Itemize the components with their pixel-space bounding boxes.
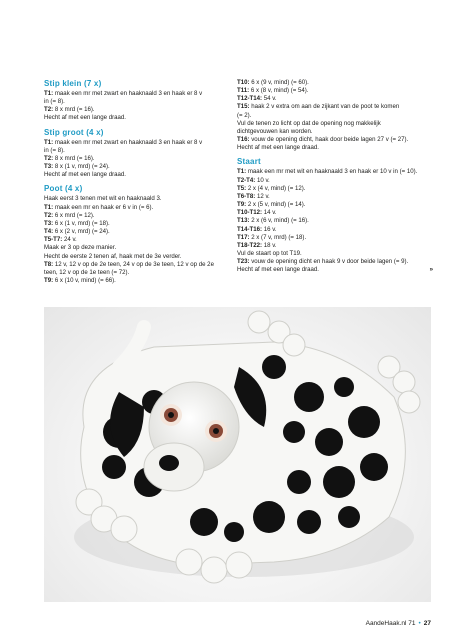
instruction-line <box>44 236 239 244</box>
page-footer <box>366 620 431 627</box>
row-label: T16: <box>237 136 250 144</box>
instruction-line <box>44 228 239 236</box>
row-label: T18-T22: <box>237 241 263 249</box>
instruction-line <box>237 144 433 152</box>
left-column <box>44 79 239 290</box>
row-label: T17: <box>237 233 250 241</box>
row-label: T3: <box>44 163 54 171</box>
row-text: 10 v. <box>255 176 270 184</box>
row-text: 14 v. <box>262 209 277 217</box>
section <box>44 79 239 123</box>
instruction-line <box>237 266 433 274</box>
row-text: 6 x (1 v, mrd) (= 18). <box>53 219 110 227</box>
row-text: 6 x mrd (= 12). <box>53 211 95 219</box>
row-label: T2: <box>44 211 54 219</box>
row-text: Haak eerst 3 tenen met wit en haaknaald 3. <box>44 195 162 203</box>
instruction-line <box>237 258 433 266</box>
row-text: 6 x (8 v, mind) (= 54). <box>249 87 309 95</box>
instruction-line <box>44 90 239 98</box>
row-text: 12 v. <box>255 192 270 200</box>
section <box>44 184 239 285</box>
row-text: 2 x (4 v, mind) (= 12). <box>246 184 306 192</box>
instruction-line <box>44 277 239 285</box>
toy-photo <box>44 307 431 602</box>
row-label: T3: <box>44 219 54 227</box>
row-text: in (= 8). <box>44 146 65 154</box>
section <box>44 128 239 180</box>
instruction-line <box>44 261 239 269</box>
footer-site: AandeHaak.nl 71 <box>365 620 416 627</box>
row-label: T14-T16: <box>237 225 263 233</box>
row-label: T10: <box>237 79 250 86</box>
instruction-line <box>44 155 239 163</box>
section-title: Stip klein (7 x) <box>44 79 102 88</box>
row-label: T11: <box>237 87 250 95</box>
instruction-line <box>237 177 433 185</box>
row-text: Hecht af met een lange draad. <box>237 144 319 152</box>
row-text: 8 x (1 v, mrd) (= 24). <box>53 163 110 171</box>
row-label: T4: <box>44 228 54 236</box>
row-text: 12 v, 12 v op de 2e teen, 24 v op de 3e teen, 12 v op de 2e <box>53 260 214 268</box>
row-text: in (= 8). <box>44 98 65 106</box>
row-label: T8: <box>44 260 54 268</box>
instruction-line <box>44 244 239 252</box>
row-text: 24 v. <box>62 236 77 244</box>
row-text: dichtgevouwen kan worden. <box>237 127 313 135</box>
row-text: Hecht de eerste 2 tenen af, haak met de 3e verder. <box>44 252 182 260</box>
instruction-line <box>44 147 239 155</box>
right-column <box>237 79 433 279</box>
instruction-line <box>237 136 433 144</box>
instruction-line <box>237 250 433 258</box>
row-label: T1: <box>44 203 54 211</box>
row-text: (= 2). <box>237 111 252 119</box>
row-label: T2: <box>44 106 54 114</box>
instruction-line <box>44 106 239 114</box>
instruction-line <box>237 128 433 136</box>
instruction-line <box>44 253 239 261</box>
row-text: 8 x mrd (= 16). <box>53 154 95 162</box>
row-text: haak 2 v extra om aan de zijkant van de poot te komen <box>249 103 400 111</box>
row-text: 2 x (5 v, mind) (= 14). <box>246 201 306 209</box>
row-text: 54 v. <box>262 95 277 103</box>
instruction-line <box>237 201 433 209</box>
row-text: Vul de staart op tot T19. <box>237 249 302 257</box>
row-text: Hecht af met een lange draad. <box>44 114 126 122</box>
row-text: vouw de opening dicht en haak 9 v door beide lagen (= 9). <box>249 258 409 266</box>
row-text: Hecht af met een lange draad. <box>44 171 126 179</box>
instruction-line <box>237 209 433 217</box>
instruction-line <box>44 171 239 179</box>
row-label: T5-T7: <box>44 236 63 244</box>
instruction-line <box>237 234 433 242</box>
row-label: T1: <box>44 138 54 146</box>
row-text: 8 x mrd (= 16). <box>53 106 95 114</box>
instruction-line <box>44 98 239 106</box>
row-text: vouw de opening dicht, haak door beide lagen 27 v (= 27). <box>249 136 409 144</box>
section-title: Poot (4 x) <box>44 184 83 194</box>
instruction-line <box>237 87 433 95</box>
section-title: Stip groot (4 x) <box>44 127 104 137</box>
poot-continued <box>237 79 433 152</box>
row-label: T6-T8: <box>237 192 256 200</box>
row-text: maak een mr met wit en haaknaald 3 en haak er 10 v in (= 10). <box>246 168 418 176</box>
row-label: T15: <box>237 103 250 111</box>
row-text: maak een mr en haak er 6 v in (= 6). <box>53 203 154 211</box>
instruction-line <box>44 114 239 122</box>
instruction-line <box>44 220 239 228</box>
row-text: 6 x (10 v, mind) (= 66). <box>53 276 116 284</box>
instruction-line <box>237 226 433 234</box>
instruction-line <box>44 163 239 171</box>
instruction-line <box>237 79 433 87</box>
row-text: 18 v. <box>262 241 277 249</box>
instruction-line <box>237 217 433 225</box>
instruction-line <box>237 95 433 103</box>
instruction-line <box>237 103 433 111</box>
continue-mark: » <box>429 266 433 274</box>
spotted-dog-blanket-illustration <box>44 307 431 602</box>
footer-bullet: • <box>418 620 421 627</box>
instruction-line <box>237 185 433 193</box>
page-number: 27 <box>423 620 431 627</box>
row-label: T9: <box>237 201 247 209</box>
instruction-line <box>44 204 239 212</box>
row-text: 6 x (2 v, mrd) (= 24). <box>53 228 110 236</box>
row-label: T23: <box>237 258 250 266</box>
row-label: T5: <box>237 184 247 192</box>
row-label: T10-T12: <box>237 209 263 217</box>
instruction-line <box>44 269 239 277</box>
row-text: Maak er 3 op deze manier. <box>44 244 117 252</box>
instruction-line <box>44 139 239 147</box>
row-text: Hecht af met een lange draad. <box>237 266 319 274</box>
row-label: T12-T14: <box>237 95 263 103</box>
row-text: maak een mr met zwart en haaknaald 3 en haak er 8 v <box>53 90 203 97</box>
row-text: 16 v. <box>262 225 277 233</box>
row-label: T2: <box>44 154 54 162</box>
row-text: 2 x (7 v, mrd) (= 18). <box>249 233 307 241</box>
row-text: Vul de tenen zo licht op dat de opening nog makkelijk <box>237 119 381 127</box>
instruction-line <box>237 168 433 176</box>
row-text: teen, 12 v op de 1e teen (= 72). <box>44 268 130 276</box>
row-text: 6 x (9 v, mind) (= 60). <box>249 79 309 86</box>
row-label: T1: <box>237 168 247 176</box>
instruction-line <box>237 120 433 128</box>
row-label: T1: <box>44 90 54 97</box>
row-text: maak een mr met zwart en haaknaald 3 en haak er 8 v <box>53 138 203 146</box>
row-label: T9: <box>44 276 54 284</box>
instruction-line <box>237 193 433 201</box>
instruction-line <box>44 195 239 203</box>
row-label: T2-T4: <box>237 176 256 184</box>
instruction-line <box>237 242 433 250</box>
row-label: T13: <box>237 217 250 225</box>
instruction-line <box>237 112 433 120</box>
instruction-line <box>44 212 239 220</box>
row-text: 2 x (6 v, mind) (= 16). <box>249 217 309 225</box>
section-staart <box>237 157 433 274</box>
section-title-staart: Staart <box>237 157 261 167</box>
